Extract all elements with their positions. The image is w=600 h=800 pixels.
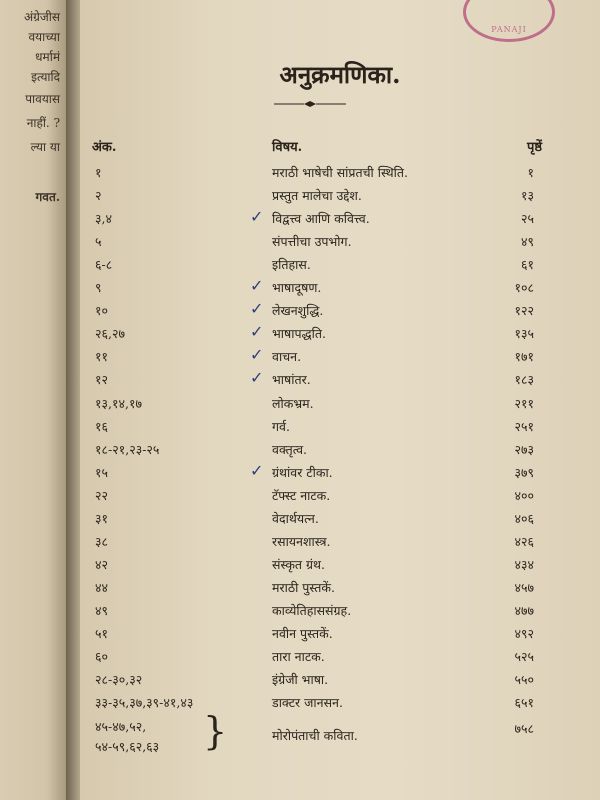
anka-cell: ३१ (95, 510, 109, 526)
prushta-cell: ७५८ (514, 721, 534, 736)
anka-cell: ११ (95, 349, 109, 365)
anka-cell: ३३-३५,३७,३९-४१,४३ (95, 695, 194, 711)
vishay-cell: मोरोपंताची कविता. (272, 728, 358, 743)
table-row (0, 602, 600, 624)
prushta-cell: ६१ (520, 257, 534, 273)
anka-cell: २६,२७ (95, 326, 125, 342)
vishay-cell: संपत्तीचा उपभोग. (272, 234, 352, 250)
prushta-cell: १०८ (514, 280, 534, 296)
table-row (0, 233, 600, 255)
table-row (0, 625, 600, 647)
prushta-cell: ५५० (514, 672, 534, 688)
vishay-cell: वेदार्थयत्न. (272, 510, 319, 526)
table-row (0, 487, 600, 509)
table-row (0, 256, 600, 278)
prushta-cell: २११ (514, 395, 534, 411)
anka-cell: ९ (95, 280, 102, 296)
table-row (0, 164, 600, 186)
anka-cell: ५४-५९,६२,६३ (95, 739, 160, 754)
prushta-cell: ५२५ (514, 649, 534, 665)
anka-cell: १५ (95, 464, 109, 480)
table-row (0, 395, 600, 417)
check-mark-icon: ✓ (250, 322, 264, 342)
vishay-cell: इंग्रेजी भाषा. (272, 672, 329, 688)
table-row (0, 345, 600, 370)
check-mark-icon: ✓ (250, 345, 264, 365)
table-row (0, 322, 600, 347)
prushta-cell: ४५७ (514, 579, 534, 595)
library-stamp: PANAJI (463, 0, 555, 42)
anka-cell: ३८ (95, 533, 109, 549)
prushta-cell: १८३ (514, 372, 534, 388)
anka-cell: २ (95, 188, 102, 204)
anka-cell: २२ (95, 487, 109, 503)
check-mark-icon: ✓ (250, 276, 264, 296)
anka-cell: ५१ (95, 626, 109, 641)
prushta-cell: ६५१ (514, 695, 534, 711)
left-page-fragment: अंग्रेजीस (23, 10, 60, 24)
left-page-fragment: गवत. (35, 190, 60, 204)
vishay-cell: काव्येतिहाससंग्रह. (272, 602, 352, 618)
table-row (0, 460, 600, 486)
prushta-cell: १३ (520, 188, 534, 204)
table-row (0, 187, 600, 209)
vishay-cell: लेखनशुद्धि. (272, 303, 324, 319)
anka-cell: १२ (95, 372, 109, 388)
prushta-cell: २७३ (514, 441, 534, 457)
vishay-cell: टॅफ्स्ट नाटक. (272, 487, 331, 503)
left-page-fragment: धर्मामं (35, 50, 60, 64)
prushta-cell: ४७७ (514, 602, 534, 618)
prushta-cell: १२२ (514, 303, 534, 319)
page-title: अनुक्रमणिका. (279, 60, 401, 89)
anka-cell: ३,४ (95, 211, 112, 227)
anka-cell: ५ (95, 234, 102, 250)
anka-cell: १ (95, 165, 102, 180)
vishay-cell: वक्तृत्व. (272, 441, 308, 457)
vishay-cell: ग्रंथांवर टीका. (272, 464, 333, 480)
prushta-cell: २५ (520, 211, 534, 227)
anka-cell: १८-२१,२३-२५ (95, 441, 160, 457)
vishay-cell: लोकभ्रम. (272, 395, 314, 411)
prushta-cell: ४९ (520, 234, 534, 250)
vishay-cell: विद्वत्त्व आणि कवित्त्व. (272, 211, 370, 227)
anka-cell: २८-३०,३२ (95, 672, 143, 688)
table-row (0, 299, 600, 324)
vishay-cell: तारा नाटक. (272, 649, 325, 665)
vishay-cell: भाषादूषण. (272, 280, 322, 296)
prushta-cell: १७१ (514, 349, 534, 365)
table-row (0, 556, 600, 578)
anka-cell: ४९ (95, 602, 109, 618)
header-anka: अंक. (92, 140, 117, 155)
vishay-cell: रसायनशास्त्र. (272, 533, 331, 549)
vishay-cell: इतिहास. (272, 257, 311, 273)
prushta-cell: २५१ (514, 418, 534, 434)
left-page-fragment: वयाच्या (28, 30, 60, 44)
table-row (0, 441, 600, 463)
vishay-cell: वाचन. (272, 349, 302, 365)
vishay-cell: डाक्टर जानसन. (272, 695, 343, 711)
vishay-cell: गर्व. (272, 418, 290, 434)
check-mark-icon: ✓ (250, 299, 264, 319)
anka-cell: १६ (95, 418, 109, 434)
table-row (0, 648, 600, 670)
vishay-cell: नवीन पुस्तकें. (272, 626, 333, 641)
prushta-cell: ३७९ (514, 464, 534, 480)
anka-cell: ६-८ (95, 257, 113, 273)
table-row (0, 671, 600, 693)
check-mark-icon: ✓ (250, 460, 264, 480)
table-row (0, 368, 600, 393)
table-row (0, 418, 600, 440)
table-row (0, 510, 600, 532)
anka-cell: ४५-४७,५२, (95, 719, 147, 734)
anka-cell: १० (95, 303, 109, 319)
left-page-fragment: ल्या या (30, 140, 60, 154)
anka-cell: ४२ (95, 556, 109, 572)
anka-cell: १३,१४,१७ (95, 395, 142, 411)
left-page-fragment: इत्यादि (31, 70, 60, 84)
vishay-cell: संस्कृत ग्रंथ. (272, 556, 326, 572)
title-ornament (274, 100, 346, 108)
check-mark-icon: ✓ (250, 368, 264, 388)
table-row-last (0, 718, 600, 754)
table-row (0, 579, 600, 601)
anka-cell: ४४ (95, 579, 109, 595)
table-row (0, 207, 600, 232)
prushta-cell: ४२६ (514, 533, 534, 549)
prushta-cell: ४०० (514, 487, 534, 503)
prushta-cell: ४३४ (514, 556, 534, 572)
brace-mark: } (203, 709, 228, 753)
vishay-cell: मराठी भाषेची सांप्रतची स्थिति. (272, 165, 408, 180)
left-page-fragment: नाहीं. ? (26, 116, 60, 130)
prushta-cell: १ (527, 165, 534, 180)
table-row (0, 694, 600, 716)
table-row (0, 533, 600, 555)
prushta-cell: १३५ (514, 326, 534, 342)
prushta-cell: ४०६ (514, 510, 534, 526)
vishay-cell: भाषापद्धति. (272, 326, 326, 342)
header-prushta: पृष्ठें (526, 140, 542, 155)
left-page-fragment: पावयास (25, 92, 60, 106)
vishay-cell: भाषांतर. (272, 372, 311, 388)
vishay-cell: प्रस्तुत मालेचा उद्देश. (272, 188, 362, 204)
check-mark-icon: ✓ (250, 207, 264, 227)
table-row (0, 276, 600, 301)
vishay-cell: मराठी पुस्तकें. (272, 579, 335, 595)
prushta-cell: ४९२ (514, 626, 534, 641)
anka-cell: ६० (95, 649, 109, 665)
header-vishay: विषय. (272, 140, 303, 155)
